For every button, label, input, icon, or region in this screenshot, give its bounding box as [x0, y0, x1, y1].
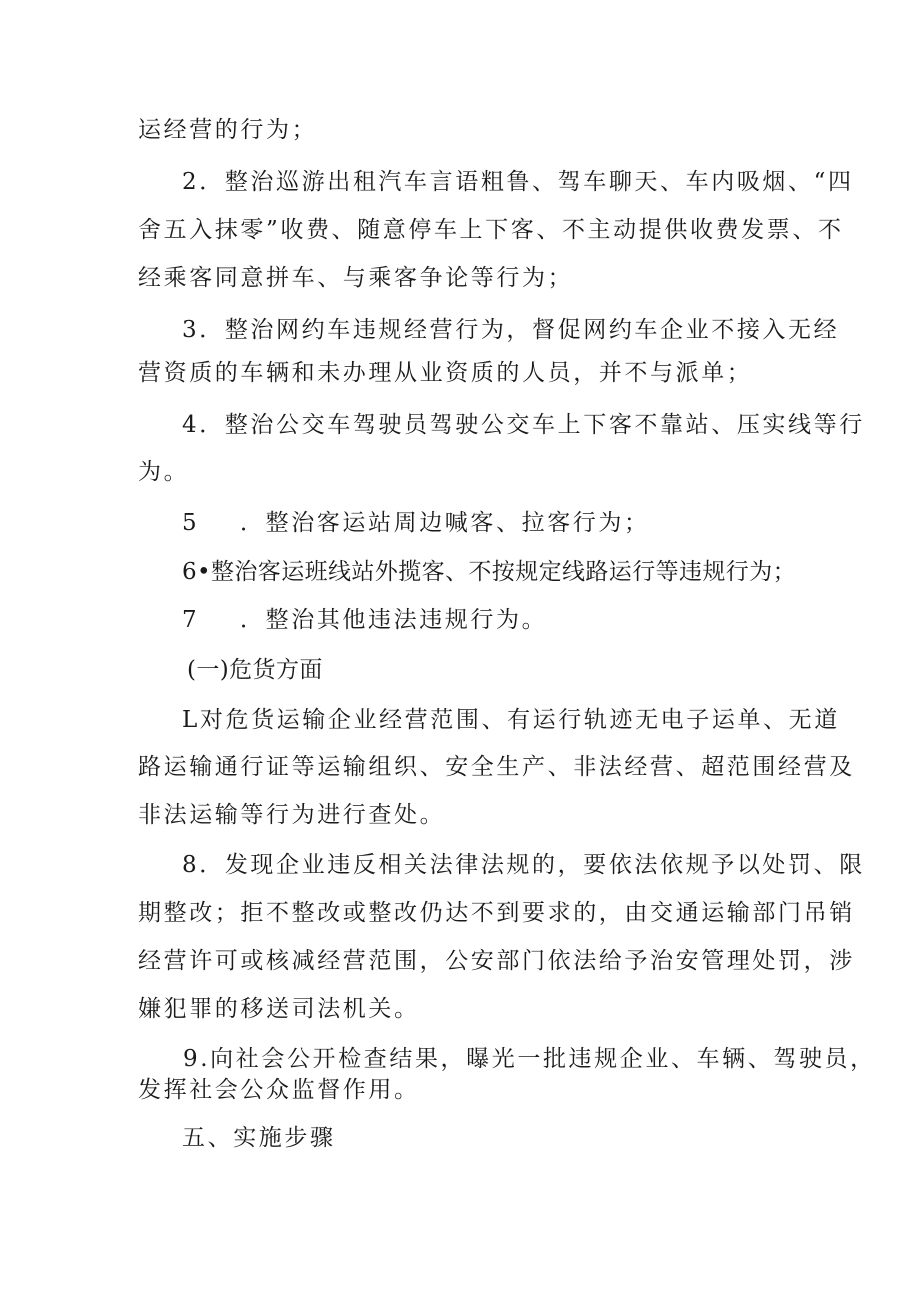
list-number: 5: [182, 510, 200, 536]
text-line: 6•整治客运班线站外揽客、不按规定线路运行等违规行为；: [182, 559, 796, 585]
text-line: 嫌犯罪的移送司法机关。: [138, 996, 420, 1022]
text-line: 经乘客同意拼车、与乘客争论等行为；: [138, 265, 574, 291]
text-line: 8．发现企业违反相关法律法规的，要依法依规予以处罚、限: [182, 852, 865, 878]
text-line: ．整治客运站周边喊客、拉客行为；: [240, 510, 650, 536]
text-line: 期整改；拒不整改或整改仍达不到要求的，由交通运输部门吊销: [138, 900, 855, 926]
text-line: 营资质的车辆和未办理从业资质的人员，并不与派单；: [138, 360, 753, 386]
text-line: 运经营的行为；: [138, 117, 318, 143]
text-line: 4．整治公交车驾驶员驾驶公交车上下客不靠站、压实线等行: [182, 412, 865, 438]
text-line: 舍五入抹零”收费、随意停车上下客、不主动提供收费发票、不: [138, 217, 844, 243]
text-line: 9.向社会公开检查结果，曝光一批违规企业、车辆、驾驶员，: [183, 1046, 876, 1072]
text-line: 为。: [138, 459, 190, 485]
section-heading: 五、实施步骤: [182, 1125, 336, 1151]
text-line: 2．整治巡游出租汽车言语粗鲁、驾车聊天、车内吸烟、“四: [182, 169, 854, 195]
text-line: 发挥社会公众监督作用。: [138, 1077, 420, 1103]
text-line: 路运输通行证等运输组织、安全生产、非法经营、超范围经营及: [138, 754, 855, 780]
text-line: L对危货运输企业经营范围、有运行轨迹无电子运单、无道: [182, 707, 840, 733]
list-number: 7: [182, 607, 200, 633]
text-line: 非法运输等行为进行查处。: [138, 802, 446, 828]
section-heading: (一)危货方面: [187, 657, 323, 683]
text-line: 经营许可或核减经营范围，公安部门依法给予治安管理处罚，涉: [138, 948, 855, 974]
text-line: ．整治其他违法违规行为。: [240, 607, 548, 633]
text-line: 3．整治网约车违规经营行为，督促网约车企业不接入无经: [182, 317, 840, 343]
